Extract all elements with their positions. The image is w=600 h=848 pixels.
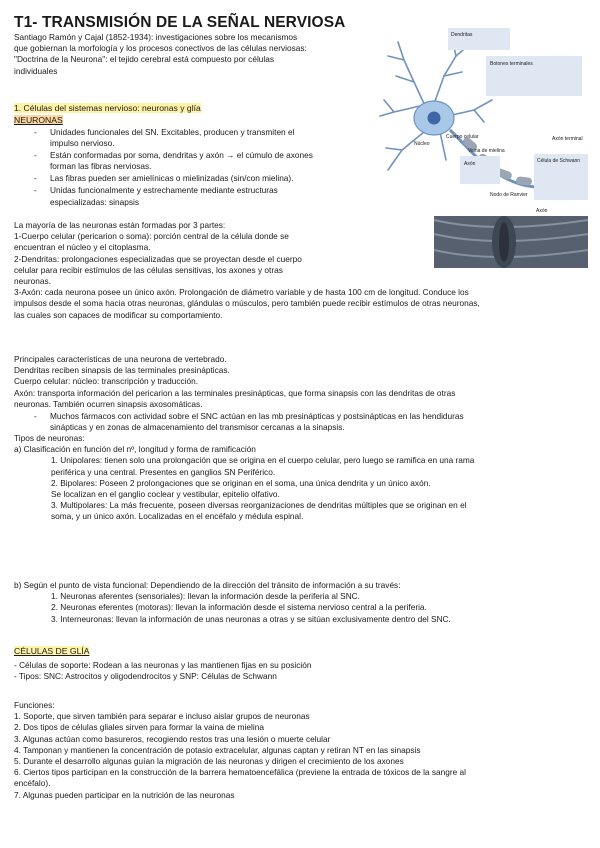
glia-description xyxy=(14,660,590,682)
intro-line: que gobiernan la morfología y los procesos conectivos de las células nerviosas: xyxy=(14,43,307,54)
vertebrate-list xyxy=(14,411,590,433)
intro-line: individuales xyxy=(14,65,58,76)
subheading: Principales características de una neurona de vertebrado. xyxy=(14,354,227,364)
list-item-text: Unidas funcionalmente y estrechamente mediante estructuras xyxy=(50,185,278,196)
text-line: 1. Unipolares: tienen solo una prolongación que se origina en el cuerpo celular, pero luego se ramifica en una rama xyxy=(51,455,475,466)
list-item xyxy=(14,411,590,433)
label-axon-terminal: Axón terminal xyxy=(552,136,583,142)
list-item xyxy=(14,127,374,149)
neuronas-heading-text: NEURONAS xyxy=(14,115,63,125)
text-line: neuronas. xyxy=(14,276,51,287)
label-axon: Axón xyxy=(464,161,476,167)
list-item-text: sinápticas y en zonas de almacenamiento del transmisor cercanas a la sinapsis. xyxy=(50,422,345,433)
list-item-text: Están conformadas por soma, dendritas y axón → el cúmulo de axones xyxy=(50,150,313,161)
label-schwann: Célula de Schwann xyxy=(537,158,581,164)
text-line: las cuales son capaces de modificar su comportamiento. xyxy=(14,309,223,320)
label-axon-2: Axón xyxy=(536,208,548,214)
text-line: 2-Dendritas: prolongaciones especializadas que se proyectan desde el cuerpo xyxy=(14,253,302,264)
text-line: neuronas. También ocurren sinapsis axosomáticas. xyxy=(14,398,203,409)
section-heading-text: 1. Células del sistemas nervioso: neuronas y glía xyxy=(14,103,201,113)
text-line: 2. Neuronas eferentes (motoras): llevan la información desde el sistema nervioso central a la periferia. xyxy=(51,602,427,613)
text-line: 4. Tamponan y mantienen la concentración de potasio extracelular, algunas captan y retiran NT en las sinapsis xyxy=(14,744,421,755)
text-line: 5. Durante el desarrollo algunas guían la migración de las neuronas y dirigen el crecimiento de los axones xyxy=(14,756,404,767)
text-line: 1-Cuerpo celular (pericarion o soma): porción central de la célula donde se xyxy=(14,231,289,242)
text-line: 1. Neuronas aferentes (sensoriales): llevan la información desde la periferia al SNC. xyxy=(51,591,360,602)
label-botones: Botones terminales xyxy=(490,61,533,67)
text-line: 1. Soporte, que sirven también para separar e incluso aislar grupos de neuronas xyxy=(14,711,310,722)
intro-line: Santiago Ramón y Cajal (1852-1934): investigaciones sobre los mecanismos xyxy=(14,32,298,42)
label-cuerpo: Cuerpo celular xyxy=(446,134,479,140)
text-line: - Células de soporte: Rodean a las neuronas y las mantienen fijas en su posición xyxy=(14,660,312,670)
text-line: encéfalo). xyxy=(14,778,51,789)
glia-functions xyxy=(14,700,590,801)
text-line: Cuerpo celular: núcleo: transcripción y traducción. xyxy=(14,376,199,387)
text-line: Se localizan en el ganglio coclear y vestibular, epitelio olfativo. xyxy=(51,489,280,500)
page-title: T1- TRANSMISIÓN DE LA SEÑAL NERVIOSA xyxy=(14,14,346,31)
label-nucleo: Núcleo xyxy=(414,141,430,147)
text-line: 7. Algunas pueden participar en la nutrición de las neuronas xyxy=(14,789,235,800)
text-line: La mayoría de las neuronas están formadas por 3 partes: xyxy=(14,220,226,230)
neuron-types xyxy=(14,433,594,523)
text-line: 2. Dos tipos de células gliales sirven para formar la vaina de mielina xyxy=(14,722,264,733)
text-line: 3. Algunas actúan como basureros, recogiendo restos tras una lesión o muerte celular xyxy=(14,733,331,744)
list-item-text: forman las fibras nerviosas. xyxy=(50,161,152,172)
list-item xyxy=(14,185,374,207)
neuronas-list xyxy=(14,127,374,209)
list-item-text: Las fibras pueden ser amielínicas o mielinizadas (sin/con mielina). xyxy=(50,173,294,184)
list-item xyxy=(14,150,374,172)
subheading: a) Clasificación en función del nº, longitud y forma de ramificación xyxy=(14,444,256,455)
label-nodo: Nodo de Ranvier xyxy=(490,192,528,198)
list-item-text: impulso nervioso. xyxy=(50,138,115,149)
neuronas-heading xyxy=(14,115,63,125)
text-line: 3. Multipolares: La más frecuente, poseen diversas reorganizaciones de dendritas múltiples que se originan en el xyxy=(51,500,467,511)
text-line: 3. Interneuronas: llevan la información de unas neuronas a otras y se sitúan exclusivamente dentro del SNC. xyxy=(51,613,451,624)
section-heading xyxy=(14,103,201,113)
glia-heading xyxy=(14,646,89,656)
subheading: Tipos de neuronas: xyxy=(14,433,85,443)
subheading: Funciones: xyxy=(14,700,55,710)
text-line: 3-Axón: cada neurona posee un único axón. Prolongación de diámetro variable y de hasta 100 cm de longitud. Conduce los xyxy=(14,287,469,298)
list-item-text: Muchos fármacos con actividad sobre el SNC actúan en las mb presinápticas y postsinápticas en las hendiduras xyxy=(50,411,464,422)
text-line: Dendritas reciben sinapsis de las terminales presinápticas. xyxy=(14,365,230,376)
intro-paragraph xyxy=(14,32,374,77)
subheading: b) Según el punto de vista funcional: Dependiendo de la dirección del tránsito de información a su través: xyxy=(14,580,401,590)
label-vaina: Vaina de mielina xyxy=(468,148,505,154)
neuron-parts xyxy=(14,220,590,321)
text-line: celular para recibir estímulos de las células sensitivas, los axones y otras xyxy=(14,264,283,275)
nucleus-shape xyxy=(428,112,441,125)
text-line: periférica y una central. Presentes en ganglios SN Periférico. xyxy=(51,466,276,477)
list-item-text: especializadas: sinapsis xyxy=(50,196,140,207)
functional-types xyxy=(14,580,594,625)
text-line: Axón: transporta información del pericarion a las terminales presinápticas, que forma sinapsis con las dendritas de otras xyxy=(14,387,456,398)
text-line: - Tipos: SNC: Astrocitos y oligodendrocitos y SNP: Células de Schwann xyxy=(14,671,277,682)
text-line: 2. Bipolares: Poseen 2 prolongaciones que se originan en el soma, una única dendrita y un único axón. xyxy=(51,477,431,488)
intro-line: "Doctrina de la Neurona": el tejido cerebral está compuesto por células xyxy=(14,54,275,65)
glia-heading-text: CÉLULAS DE GLÍA xyxy=(14,646,90,656)
text-line: encuentran el núcleo y el citoplasma. xyxy=(14,242,151,253)
text-line: 6. Ciertos tipos participan en la construcción de la barrera hematoencefálica (previene la entrada de tóxicos de la sangre al xyxy=(14,767,466,778)
list-item xyxy=(14,173,374,184)
text-line: soma, y un único axón. Localizadas en el encéfalo y médula espinal. xyxy=(51,511,304,522)
list-item-text: Unidades funcionales del SN. Excitables, producen y transmiten el xyxy=(50,127,295,137)
vertebrate-neuron xyxy=(14,354,590,434)
text-line: impulsos desde el soma hacia otras neuronas, glándulas o músculos, pero también puede recibir estímulos de otras neuronas, xyxy=(14,298,480,309)
label-dendritas: Dendritas xyxy=(451,32,473,38)
